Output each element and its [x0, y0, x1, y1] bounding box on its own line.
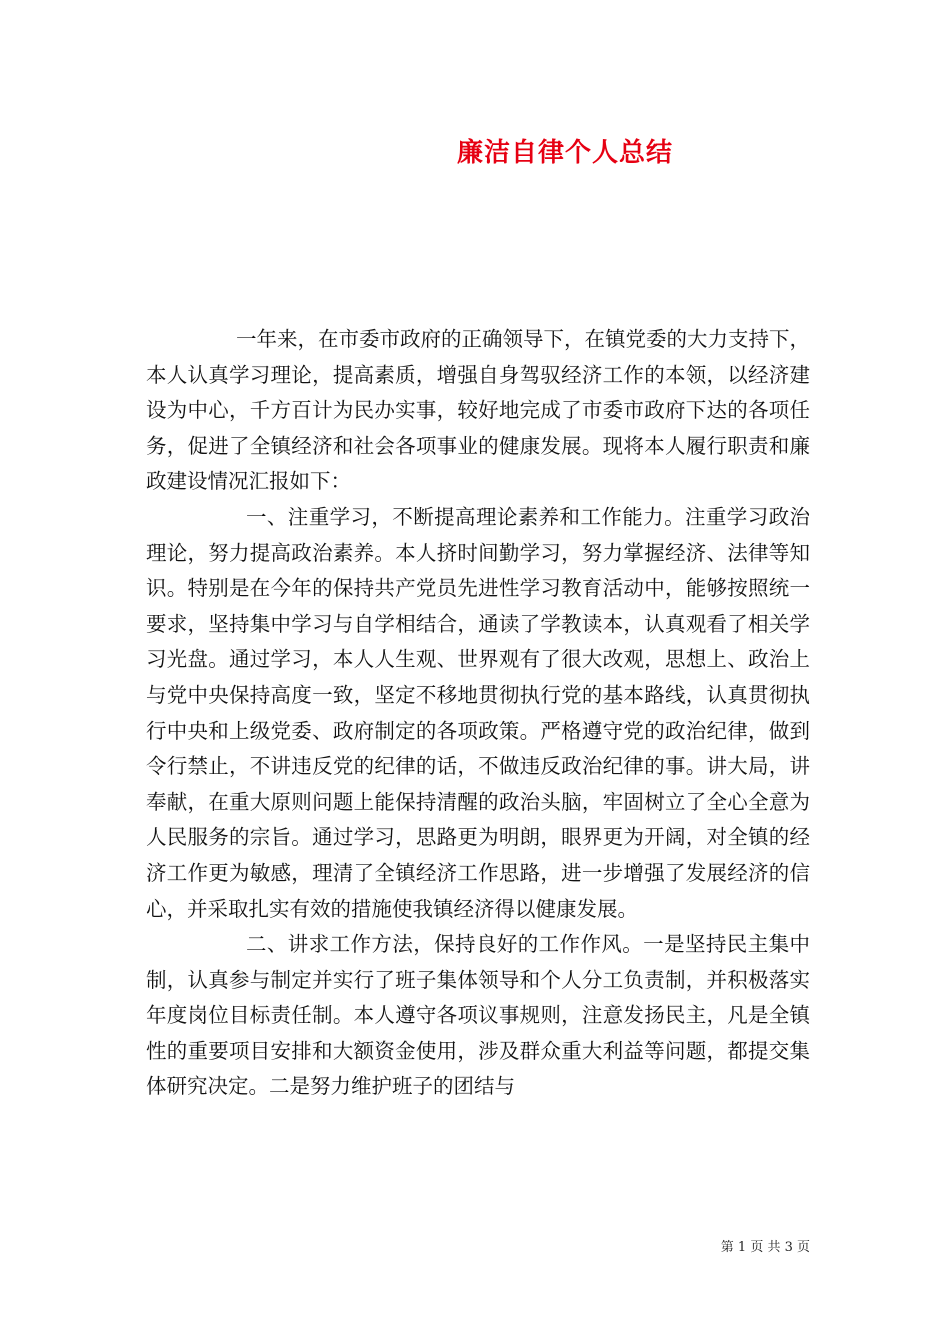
page-number-footer: 第 1 页 共 3 页 [720, 1240, 810, 1255]
paragraph-section-one: 一、注重学习，不断提高理论素养和工作能力。注重学习政治理论，努力提高政治素养。本人挤时间勤学习，努力掌握经济、法律等知识。特别是在今年的保持共产党员先进性学习教育活动中，能够按照统一要求，坚持集中学习与自学相结合，通读了学教读本，认真观看了相关学习光盘。通过学习，本人人生观、世界观有了很大改观，思想上、政治上与党中央保持高度一致，坚定不移地贯彻执行党的基本路线，认真贯彻执行中央和上级党委、政府制定的各项政策。严格遵守党的政治纪律，做到令行禁止，不讲违反党的纪律的话，不做违反政治纪律的事。讲大局，讲奉献，在重大原则问题上能保持清醒的政治头脑，牢固树立了全心全意为人民服务的宗旨。通过学习，思路更为明朗，眼界更为开阔，对全镇的经济工作更为敏感，理清了全镇经济工作思路，进一步增强了发展经济的信心，并采取扎实有效的措施使我镇经济得以健康发展。 [146, 504, 810, 921]
document-body [146, 322, 810, 1105]
paragraph-section-two: 二、讲求工作方法，保持良好的工作作风。一是坚持民主集中制，认真参与制定并实行了班子集体领导和个人分工负责制，并积极落实年度岗位目标责任制。本人遵守各项议事规则，注意发扬民主，凡是全镇性的重要项目安排和大额资金使用，涉及群众重大利益等问题，都提交集体研究决定。二是努力维护班子的团结与 [146, 932, 810, 1099]
document-title: 廉洁自律个人总结 [456, 138, 673, 168]
paragraph-intro: 一年来，在市委市政府的正确领导下，在镇党委的大力支持下，本人认真学习理论，提高素质，增强自身驾驭经济工作的本领，以经济建设为中心，千方百计为民办实事，较好地完成了市委市政府下达的各项任务，促进了全镇经济和社会各项事业的健康发展。现将本人履行职责和廉政建设情况汇报如下： [146, 327, 810, 494]
